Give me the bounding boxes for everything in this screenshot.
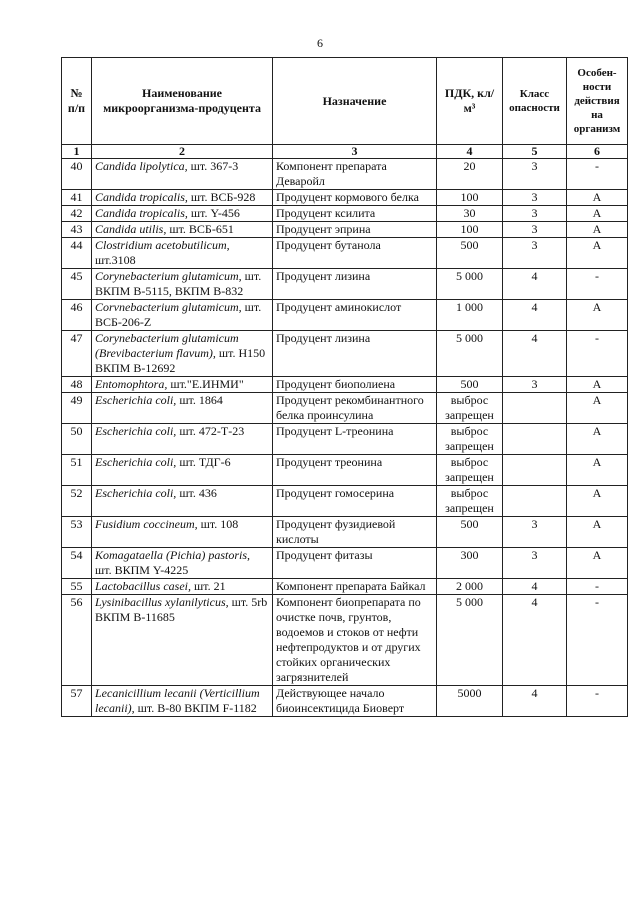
row-number: 40 — [62, 159, 92, 190]
feature-cell: А — [567, 424, 628, 455]
feature-cell: А — [567, 548, 628, 579]
hazard-class-cell — [503, 424, 567, 455]
column-number: 2 — [92, 145, 273, 159]
row-number: 50 — [62, 424, 92, 455]
table-row — [62, 424, 628, 455]
hazard-class-cell: 3 — [503, 238, 567, 269]
purpose-cell: Продуцент ксилита — [273, 206, 437, 222]
table-row — [62, 300, 628, 331]
row-number: 51 — [62, 455, 92, 486]
row-number: 43 — [62, 222, 92, 238]
strain-label: шт. 367-3 — [187, 159, 239, 173]
purpose-cell: Продуцент эприна — [273, 222, 437, 238]
pdk-cell: 5 000 — [437, 269, 503, 300]
column-number-row — [62, 145, 628, 159]
pdk-cell: 100 — [437, 222, 503, 238]
feature-cell: А — [567, 486, 628, 517]
organism-cell — [92, 331, 273, 377]
pdk-cell: 5 000 — [437, 331, 503, 377]
organism-cell — [92, 595, 273, 686]
strain-label: шт."Е.ИНМИ" — [167, 377, 244, 391]
organism-cell — [92, 159, 273, 190]
strain-label: шт. В-80 ВКПМ F-1182 — [134, 701, 257, 715]
pdk-cell: выброс запрещен — [437, 486, 503, 517]
strain-label: шт. 472-Т-23 — [176, 424, 245, 438]
row-number: 52 — [62, 486, 92, 517]
row-number: 44 — [62, 238, 92, 269]
pdk-cell: 500 — [437, 377, 503, 393]
pdk-cell: 5 000 — [437, 595, 503, 686]
purpose-cell: Продуцент фитазы — [273, 548, 437, 579]
hazard-class-cell: 4 — [503, 331, 567, 377]
table-row — [62, 331, 628, 377]
feature-cell: - — [567, 159, 628, 190]
row-number: 41 — [62, 190, 92, 206]
strain-label: шт. 1864 — [176, 393, 223, 407]
table-row — [62, 393, 628, 424]
organism-name: Corynebacterium glutamicum (Brevibacterium flavum), — [95, 331, 239, 360]
table-row — [62, 222, 628, 238]
strain-label: шт. 436 — [176, 486, 217, 500]
organism-cell — [92, 206, 273, 222]
purpose-cell: Продуцент гомосерина — [273, 486, 437, 517]
organism-name: Escherichia coli, — [95, 424, 177, 438]
hazard-class-cell — [503, 486, 567, 517]
row-number: 46 — [62, 300, 92, 331]
hazard-class-cell: 3 — [503, 377, 567, 393]
purpose-cell: Продуцент треонина — [273, 455, 437, 486]
pdk-cell: 1 000 — [437, 300, 503, 331]
hazard-class-cell: 4 — [503, 686, 567, 717]
pdk-cell: 500 — [437, 238, 503, 269]
feature-cell: А — [567, 190, 628, 206]
purpose-cell: Продуцент бутанола — [273, 238, 437, 269]
pdk-cell: 5000 — [437, 686, 503, 717]
organism-cell — [92, 486, 273, 517]
strain-label: шт.3108 — [95, 253, 136, 267]
table-row — [62, 190, 628, 206]
pdk-cell: 30 — [437, 206, 503, 222]
table-header-row — [62, 58, 628, 145]
strain-label: шт. Н150 ВКПМ В-12692 — [95, 346, 266, 375]
strain-label: шт. Y-456 — [187, 206, 240, 220]
purpose-cell: Продуцент кормового белка — [273, 190, 437, 206]
purpose-cell: Действующее начало биоинсектицида Биоверт — [273, 686, 437, 717]
table-row — [62, 269, 628, 300]
organism-name: Fusidium coccineum, — [95, 517, 198, 531]
hazard-class-cell: 3 — [503, 159, 567, 190]
hazard-class-cell: 3 — [503, 190, 567, 206]
organism-cell — [92, 455, 273, 486]
purpose-cell: Продуцент аминокислот — [273, 300, 437, 331]
feature-cell: А — [567, 300, 628, 331]
organism-name: Lecanicillium lecanii (Verticillium lecanii), — [95, 686, 260, 715]
row-number: 49 — [62, 393, 92, 424]
hazard-class-cell — [503, 455, 567, 486]
organism-cell — [92, 377, 273, 393]
row-number: 54 — [62, 548, 92, 579]
feature-cell: А — [567, 455, 628, 486]
purpose-cell: Продуцент рекомбинантного белка проинсулина — [273, 393, 437, 424]
table-row — [62, 579, 628, 595]
organism-name: Lysinibacillus xylanilyticus, — [95, 595, 229, 609]
header-class: Класс опасности — [503, 58, 567, 145]
strain-label: шт. ВКПМ Y-4225 — [95, 563, 189, 577]
header-features: Особен-ности действия на организм — [567, 58, 628, 145]
strain-label: шт. 108 — [197, 517, 239, 531]
pdk-cell: 20 — [437, 159, 503, 190]
organism-name: Escherichia coli, — [95, 455, 177, 469]
organism-name: Corynebacterium glutamicum, — [95, 269, 242, 283]
organism-cell — [92, 300, 273, 331]
hazard-class-cell: 4 — [503, 269, 567, 300]
strain-label: шт. ТДГ-6 — [176, 455, 231, 469]
microorganism-table — [61, 57, 628, 717]
row-number: 55 — [62, 579, 92, 595]
feature-cell: - — [567, 579, 628, 595]
organism-cell — [92, 579, 273, 595]
organism-cell — [92, 222, 273, 238]
purpose-cell: Компонент биопрепарата по очистке почв, грунтов, водоемов и стоков от нефти нефтепродуктов и от других стойких органических загрязнителей — [273, 595, 437, 686]
hazard-class-cell: 4 — [503, 300, 567, 331]
hazard-class-cell: 4 — [503, 595, 567, 686]
hazard-class-cell: 4 — [503, 579, 567, 595]
row-number: 47 — [62, 331, 92, 377]
hazard-class-cell: 3 — [503, 206, 567, 222]
organism-name: Entomophtora, — [95, 377, 168, 391]
pdk-cell: 300 — [437, 548, 503, 579]
table-row — [62, 238, 628, 269]
strain-label: шт. ВСБ-928 — [187, 190, 256, 204]
feature-cell: А — [567, 206, 628, 222]
feature-cell: А — [567, 222, 628, 238]
purpose-cell: Продуцент биополиена — [273, 377, 437, 393]
organism-name: Komagataella (Pichia) pastoris, — [95, 548, 250, 562]
feature-cell: - — [567, 686, 628, 717]
organism-name: Escherichia coli, — [95, 486, 177, 500]
organism-cell — [92, 238, 273, 269]
column-number: 5 — [503, 145, 567, 159]
row-number: 45 — [62, 269, 92, 300]
page-number: 6 — [317, 36, 323, 50]
organism-name: Candida lipolytica, — [95, 159, 188, 173]
organism-name: Escherichia coli, — [95, 393, 177, 407]
organism-cell — [92, 517, 273, 548]
organism-cell — [92, 548, 273, 579]
feature-cell: - — [567, 331, 628, 377]
organism-name: Corvnebacterium glutamicum, — [95, 300, 242, 314]
hazard-class-cell — [503, 393, 567, 424]
purpose-cell: Продуцент лизина — [273, 331, 437, 377]
organism-name: Lactobacillus casei, — [95, 579, 191, 593]
feature-cell: А — [567, 517, 628, 548]
table-row — [62, 686, 628, 717]
organism-cell — [92, 190, 273, 206]
purpose-cell: Компонент препарата Байкал — [273, 579, 437, 595]
pdk-cell: 500 — [437, 517, 503, 548]
header-num: № п/п — [62, 58, 92, 145]
header-pdk: ПДК, кл/м³ — [437, 58, 503, 145]
table-row — [62, 517, 628, 548]
organism-name: Candida tropicalis, — [95, 206, 188, 220]
hazard-class-cell: 3 — [503, 517, 567, 548]
organism-cell — [92, 269, 273, 300]
feature-cell: А — [567, 393, 628, 424]
strain-label: шт. 21 — [191, 579, 226, 593]
feature-cell: - — [567, 269, 628, 300]
row-number: 42 — [62, 206, 92, 222]
table-row — [62, 377, 628, 393]
table-row — [62, 159, 628, 190]
purpose-cell: Компонент препарата Деваройл — [273, 159, 437, 190]
header-purpose: Назначение — [273, 58, 437, 145]
column-number: 1 — [62, 145, 92, 159]
organism-cell — [92, 393, 273, 424]
pdk-cell: 100 — [437, 190, 503, 206]
organism-cell — [92, 424, 273, 455]
strain-label: шт. ВСБ-651 — [166, 222, 234, 236]
header-name: Наименование микроорганизма-продуцента — [92, 58, 273, 145]
column-number: 3 — [273, 145, 437, 159]
pdk-cell: выброс запрещен — [437, 393, 503, 424]
table-row — [62, 595, 628, 686]
row-number: 53 — [62, 517, 92, 548]
table-row — [62, 206, 628, 222]
purpose-cell: Продуцент лизина — [273, 269, 437, 300]
column-number: 6 — [567, 145, 628, 159]
feature-cell: А — [567, 377, 628, 393]
table-row — [62, 548, 628, 579]
purpose-cell: Продуцент L-треонина — [273, 424, 437, 455]
feature-cell: - — [567, 595, 628, 686]
strain-label: шт. 5rb ВКПМ В-11685 — [95, 595, 268, 624]
organism-name: Clostridium acetobutilicum, — [95, 238, 230, 252]
organism-name: Candida tropicalis, — [95, 190, 188, 204]
strain-label: шт. ВКПМ В-5115, ВКПМ В-832 — [95, 269, 262, 298]
table-row — [62, 486, 628, 517]
row-number: 57 — [62, 686, 92, 717]
table-row — [62, 455, 628, 486]
hazard-class-cell: 3 — [503, 548, 567, 579]
purpose-cell: Продуцент фузидиевой кислоты — [273, 517, 437, 548]
organism-name: Candida utilis, — [95, 222, 167, 236]
pdk-cell: 2 000 — [437, 579, 503, 595]
column-number: 4 — [437, 145, 503, 159]
strain-label: шт. ВСБ-206-Z — [95, 300, 262, 329]
pdk-cell: выброс запрещен — [437, 424, 503, 455]
hazard-class-cell: 3 — [503, 222, 567, 238]
organism-cell — [92, 686, 273, 717]
row-number: 56 — [62, 595, 92, 686]
feature-cell: А — [567, 238, 628, 269]
pdk-cell: выброс запрещен — [437, 455, 503, 486]
row-number: 48 — [62, 377, 92, 393]
